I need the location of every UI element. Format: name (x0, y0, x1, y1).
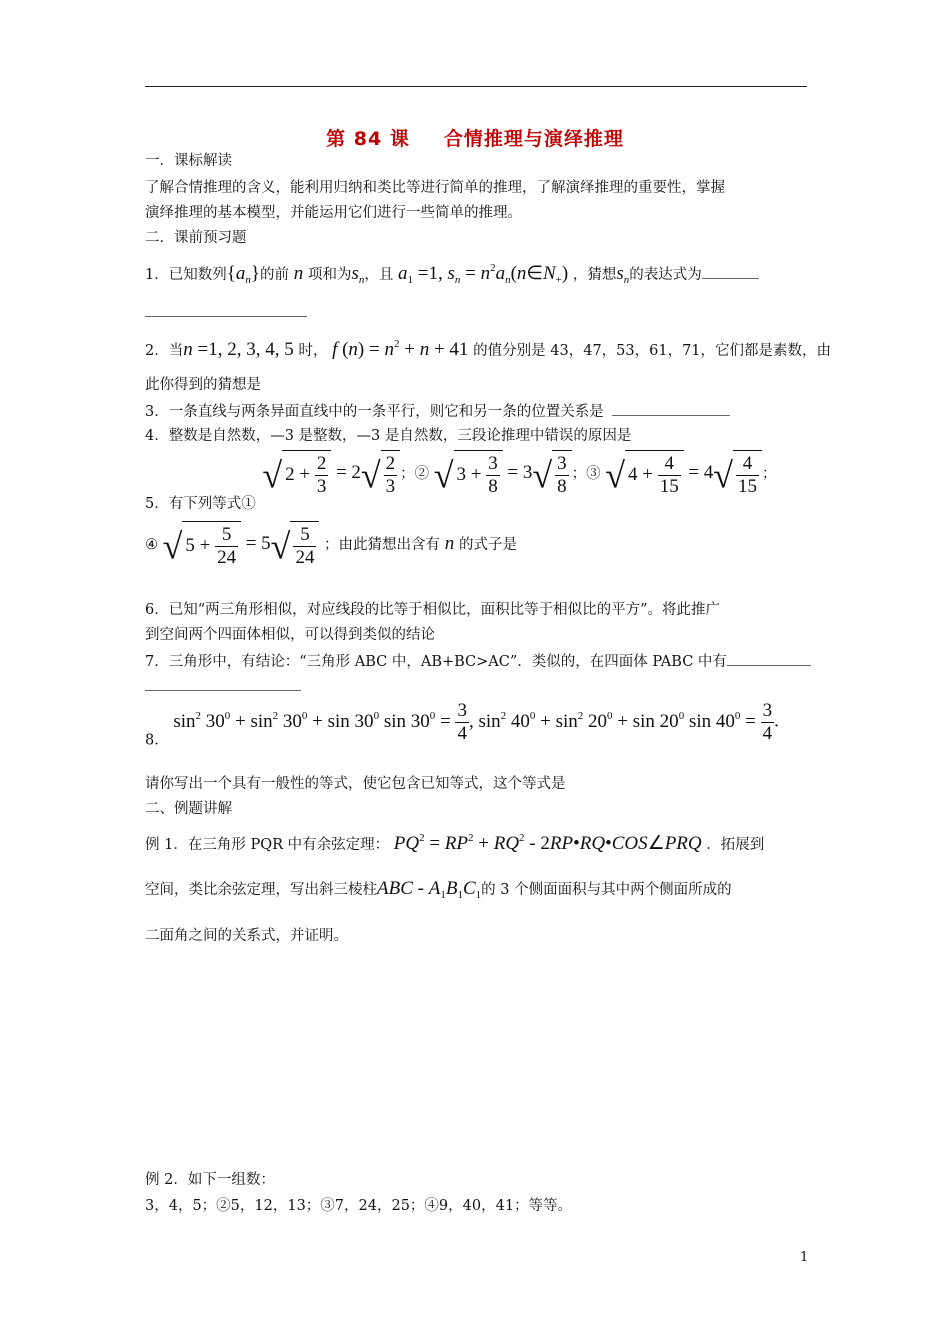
question-4: 4．整数是自然数，—3 是整数，—3 是自然数，三段论推理中错误的原因是 (145, 428, 632, 444)
section-2-heading: 二．课前预习题 (145, 230, 247, 246)
example-2: 例 2．如下一组数： (145, 1172, 275, 1188)
section-1-para-line-2: 演绎推理的基本模型，并能运用它们进行一些简单的推理。 (145, 205, 522, 221)
question-5-continued: ④ √ 5 + $\frac{5}{24}$ = 5√ $\frac{5}{24}$ ；由此猜想出含有 n 的式子是 (145, 521, 517, 579)
q3-answer-blank (612, 401, 730, 416)
header-rule (145, 86, 807, 87)
q1-answer-blank-continued (145, 302, 307, 323)
example-2-data: 3，4，5；②5，12，13；③7，24，25；④9，40，41；等等。 (145, 1198, 573, 1214)
section-1-para-line-1: 了解合情推理的含义，能利用归纳和类比等进行简单的推理，了解演绎推理的重要性，掌握 (145, 180, 725, 196)
example-1-continued: 空间，类比余弦定理，写出斜三棱柱ABC - $A_1B_1C_1$的 3 个侧面面积与其中两个侧面所成的 (145, 878, 732, 901)
section-3-heading: 二、例题讲解 (145, 801, 232, 817)
example-1-continued-2: 二面角之间的关系式，并证明。 (145, 928, 348, 944)
lesson-topic: 合情推理与演绎推理 (443, 128, 624, 150)
question-5: 5．有下列等式① √ 2 + $\frac{2}{3}$ = 2√ $\frac{2}{3}$ ；② √ 3 + $\frac{3}{8}$ = 3√ $\frac{3}{8}$ ；③ √ 4 + $\frac{4}{15}$ = 4√ $\frac{4}{15}$ ； (145, 450, 777, 508)
example-1: 例 1．在三角形 PQR 中有余弦定理： $PQ^2 = RP^2 + RQ^2$ - 2RP•RQ•COS∠PRQ ．拓展到 (145, 832, 765, 854)
q7-answer-blank (727, 651, 811, 666)
question-7: 7．三角形中，有结论：“三角形 ABC 中，AB+BC>AC”．类似的，在四面体 PABC 中有 (145, 651, 811, 672)
question-6: 6．已知“两三角形相似，对应线段的比等于相似比，面积比等于相似比的平方”。将此推广 (145, 602, 721, 618)
question-3: 3．一条直线与两条异面直线中的一条平行，则它和另一条的位置关系是 (145, 401, 730, 422)
question-2-continued: 此你得到的猜想是 (145, 377, 261, 393)
question-8: 8． $\sin^2 30^0 + \sin^2 30^0 + \sin 30^0$ $\sin 30^0$ = $\frac{3}{4}$ , $\sin^2 40^0 + \sin^2 20^0 + \sin 20^0$ $\sin 40^0$ = $\frac{3}{4}$ . (145, 700, 779, 749)
q7-answer-blank-continued (145, 676, 301, 697)
question-2: 2．当n =1, 2, 3, 4, 5 时， f $(n) = n^2 + n + 41$ 的值分别是 43，47，53，61，71，它们都是素数，由 (145, 338, 832, 360)
page-title (0, 124, 950, 151)
question-8-prompt: 请你写出一个具有一般性的等式，使它包含已知等式，这个等式是 (145, 776, 566, 792)
lesson-number: 第 84 课 (326, 128, 410, 150)
question-1: 1．已知数列$\{a_n\}$的前 n 项和为$s_n$，且 $a_1 =1$, $s_n$ = $n^2a_n(n\in N_+)$ ，猜想$s_n$的表达式为 (145, 258, 759, 290)
question-6-continued: 到空间两个四面体相似，可以得到类似的结论 (145, 627, 435, 643)
q1-answer-blank (702, 264, 759, 279)
page-number: 1 (800, 1250, 809, 1265)
section-1-heading: 一．课标解读 (145, 153, 232, 169)
